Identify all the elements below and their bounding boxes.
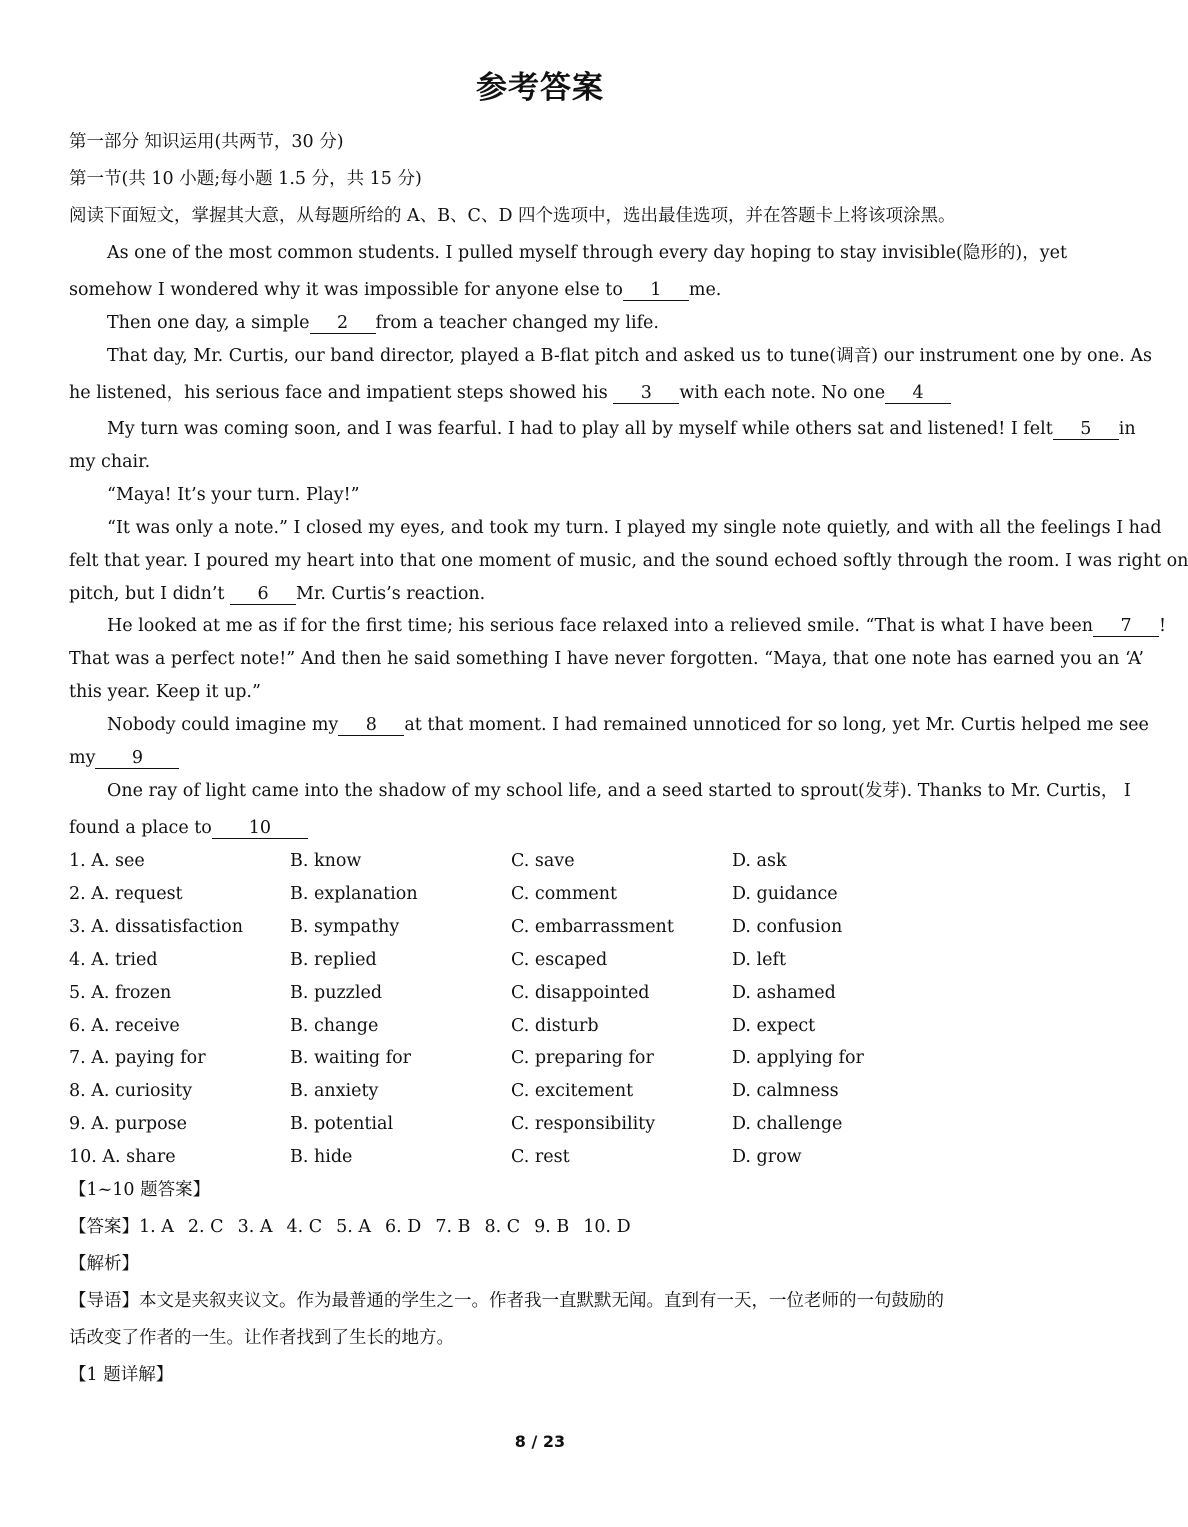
blank-9: 9 xyxy=(95,748,179,769)
passage-text: at that moment. I had remained unnoticed for so long, yet Mr. Curtis helped me see xyxy=(404,715,1149,735)
option-1-c: C. save xyxy=(511,851,575,871)
passage-line: One ray of light came into the shadow of my school life, and a seed started to sprout(发芽). Thanks to Mr. Curtis， I xyxy=(107,781,1131,801)
answer-5: 5. A xyxy=(336,1217,372,1237)
passage-line: “It was only a note.” I closed my eyes, and took my turn. I played my single note quietly, and with all the feelings I had xyxy=(107,518,1162,538)
passage-line: “Maya! It’s your turn. Play!” xyxy=(107,485,360,505)
option-4-d: D. left xyxy=(732,949,786,970)
passage-text: Then one day, a simple xyxy=(107,313,310,333)
option-1-d: D. ask xyxy=(732,851,787,871)
passage-line: felt that year. I poured my heart into that one moment of music, and the sound echoed softly through the room. I was right on xyxy=(69,551,1188,571)
option-7-d: D. applying for xyxy=(732,1048,864,1069)
option-5-c: C. disappointed xyxy=(511,982,650,1003)
option-9-b: B. potential xyxy=(290,1114,394,1135)
section-heading: 第一部分 知识运用(共两节，30 分) xyxy=(69,132,344,152)
answer-6: 6. D xyxy=(385,1217,422,1237)
option-9-a: 9. A. purpose xyxy=(69,1114,187,1135)
analysis-heading: 【解析】 xyxy=(69,1254,139,1274)
passage-text: Nobody could imagine my xyxy=(107,715,339,735)
option-5-b: B. puzzled xyxy=(290,982,383,1003)
option-4-c: C. escaped xyxy=(511,949,608,970)
option-9-d: D. challenge xyxy=(732,1114,843,1135)
blank-7: 7 xyxy=(1093,616,1159,637)
passage-line xyxy=(69,278,721,302)
page-number: 8 / 23 xyxy=(514,1432,566,1451)
option-6-a: 6. A. receive xyxy=(69,1015,180,1036)
guide-line: 话改变了作者的一生。让作者找到了生长的地方。 xyxy=(69,1328,454,1348)
subsection-heading: 第一节(共 10 小题;每小题 1.5 分，共 15 分) xyxy=(69,169,422,189)
answer-1: 1. A xyxy=(139,1217,174,1237)
passage-text: Mr. Curtis’s reaction. xyxy=(296,584,486,604)
passage-line xyxy=(107,614,1166,638)
passage-text: in xyxy=(1118,419,1136,439)
passage-text: me. xyxy=(688,280,722,300)
passage-text: pitch, but I didn’t xyxy=(69,584,225,604)
answers-label: 【答案】 xyxy=(69,1217,139,1237)
passage-line: my chair. xyxy=(69,452,151,472)
passage-line: this year. Keep it up.” xyxy=(69,682,261,702)
option-7-b: B. waiting for xyxy=(290,1048,412,1069)
answer-7: 7. B xyxy=(435,1217,471,1237)
option-9-c: C. responsibility xyxy=(511,1114,656,1135)
option-10-c: C. rest xyxy=(511,1147,570,1168)
option-3-c: C. embarrassment xyxy=(511,916,674,937)
guide-line: 【导语】本文是夹叙夹议文。作为最普通的学生之一。作者我一直默默无闻。直到有一天，一位老师的一句鼓励的 xyxy=(69,1291,944,1311)
passage-text: He looked at me as if for the first time; his serious face relaxed into a relieved smile. “That is what I have been xyxy=(107,616,1094,636)
option-2-c: C. comment xyxy=(511,883,618,904)
answer-3: 3. A xyxy=(237,1217,273,1237)
blank-2: 2 xyxy=(310,313,376,334)
option-3-d: D. confusion xyxy=(732,916,843,937)
passage-text: ! xyxy=(1159,616,1167,636)
option-6-d: D. expect xyxy=(732,1015,816,1036)
option-4-b: B. replied xyxy=(290,949,377,970)
answers-line xyxy=(69,1215,645,1239)
option-5-d: D. ashamed xyxy=(732,982,836,1003)
option-6-c: C. disturb xyxy=(511,1015,599,1036)
passage-text: with each note. No one xyxy=(679,383,886,403)
option-8-a: 8. A. curiosity xyxy=(69,1081,193,1102)
passage-line xyxy=(107,311,659,335)
option-7-c: C. preparing for xyxy=(511,1048,654,1069)
option-2-a: 2. A. request xyxy=(69,883,183,904)
answer-8: 8. C xyxy=(484,1217,521,1237)
option-2-d: D. guidance xyxy=(732,883,838,904)
page-title: 参考答案 xyxy=(476,70,604,106)
option-8-b: B. anxiety xyxy=(290,1081,379,1102)
option-3-b: B. sympathy xyxy=(290,916,400,937)
option-4-a: 4. A. tried xyxy=(69,949,158,970)
passage-line: As one of the most common students. I pulled myself through every day hoping to stay invisible(隐形的)，yet xyxy=(107,243,1067,263)
blank-5: 5 xyxy=(1053,419,1119,440)
option-10-b: B. hide xyxy=(290,1147,353,1168)
option-6-b: B. change xyxy=(290,1015,379,1036)
answer-9: 9. B xyxy=(534,1217,570,1237)
passage-text: found a place to xyxy=(69,818,212,838)
passage-line xyxy=(69,582,485,606)
blank-1: 1 xyxy=(623,280,689,301)
passage-text: somehow I wondered why it was impossible for anyone else to xyxy=(69,280,623,300)
passage-line xyxy=(69,816,308,840)
blank-8: 8 xyxy=(338,715,404,736)
option-8-c: C. excitement xyxy=(511,1081,634,1102)
passage-line xyxy=(107,417,1136,441)
blank-3: 3 xyxy=(613,383,679,404)
passage-text: My turn was coming soon, and I was fearful. I had to play all by myself while others sat and listened! I felt xyxy=(107,419,1053,439)
passage-line xyxy=(69,746,179,770)
passage-line xyxy=(69,381,951,405)
answers-heading: 【1~10 题答案】 xyxy=(69,1180,211,1200)
blank-4: 4 xyxy=(885,383,951,404)
option-5-a: 5. A. frozen xyxy=(69,982,172,1003)
passage-text: from a teacher changed my life. xyxy=(375,313,659,333)
option-1-a: 1. A. see xyxy=(69,851,145,871)
instructions: 阅读下面短文，掌握其大意，从每题所给的 A、B、C、D 四个选项中，选出最佳选项，并在答题卡上将该项涂黑。 xyxy=(69,206,956,226)
answer-4: 4. C xyxy=(286,1217,323,1237)
option-7-a: 7. A. paying for xyxy=(69,1048,206,1069)
blank-10: 10 xyxy=(212,818,308,839)
option-10-d: D. grow xyxy=(732,1147,802,1168)
passage-line: That was a perfect note!” And then he said something I have never forgotten. “Maya, that one note has earned you an ‘A’ xyxy=(69,649,1144,669)
option-3-a: 3. A. dissatisfaction xyxy=(69,916,243,937)
option-2-b: B. explanation xyxy=(290,883,418,904)
passage-line xyxy=(107,713,1149,737)
passage-text: he listened，his serious face and impatient steps showed his xyxy=(69,383,608,403)
passage-text: my xyxy=(69,748,96,768)
passage-line: That day, Mr. Curtis, our band director, played a B-flat pitch and asked us to tune(调音) our instrument one by one. As xyxy=(107,346,1152,366)
answer-10: 10. D xyxy=(583,1217,631,1237)
blank-6: 6 xyxy=(230,584,296,605)
answers-list xyxy=(139,1217,645,1237)
option-8-d: D. calmness xyxy=(732,1081,839,1102)
question-1-heading: 【1 题详解】 xyxy=(69,1365,174,1385)
option-10-a: 10. A. share xyxy=(69,1147,176,1168)
answer-2: 2. C xyxy=(187,1217,224,1237)
option-1-b: B. know xyxy=(290,851,362,871)
